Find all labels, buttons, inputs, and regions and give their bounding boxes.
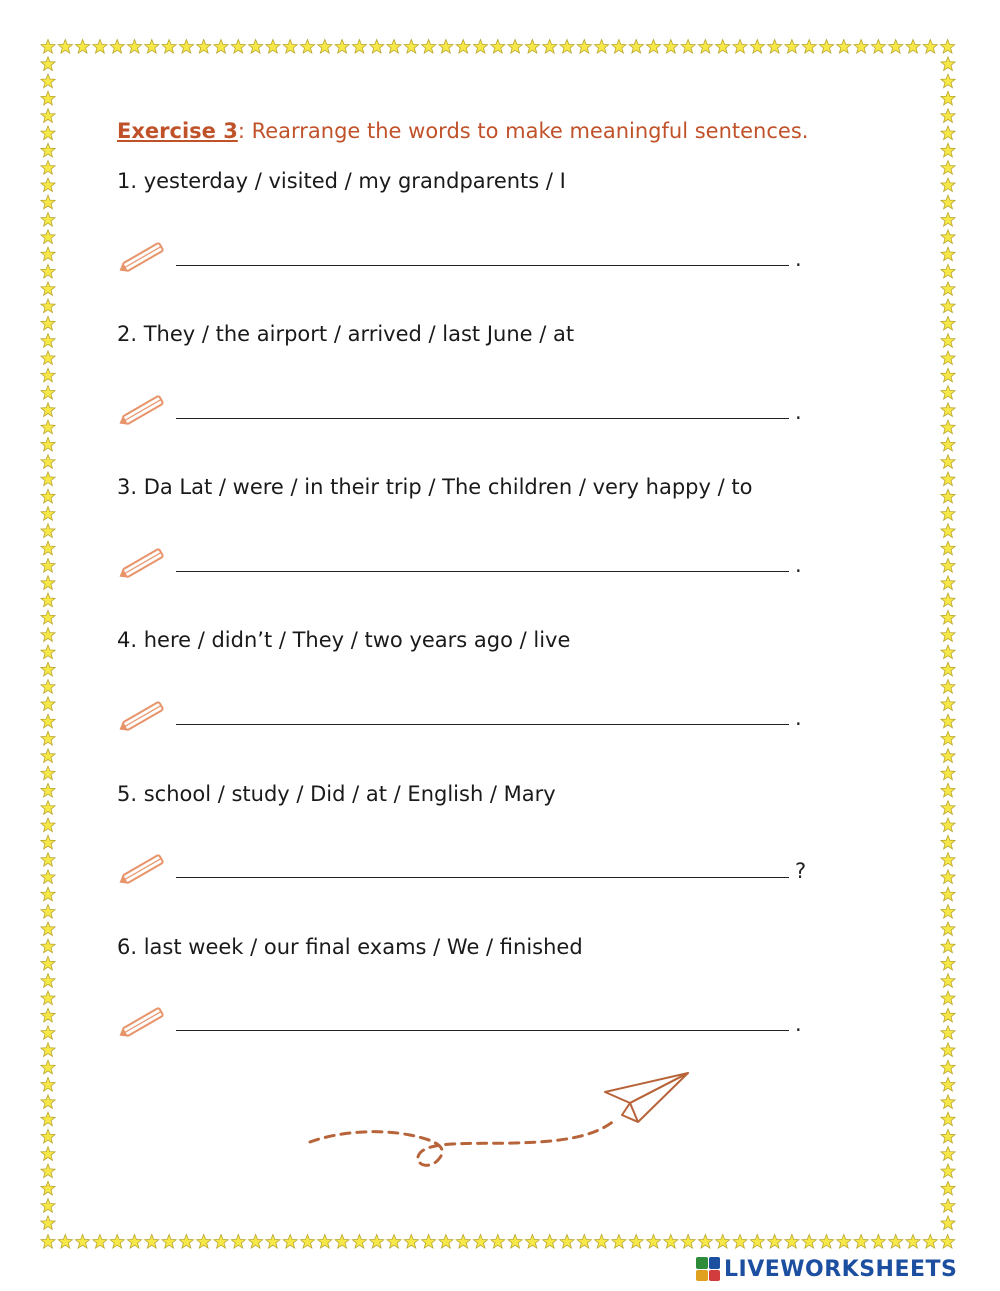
- star-icon: [41, 732, 55, 746]
- star-icon: [941, 437, 955, 451]
- star-icon: [127, 1235, 141, 1249]
- star-icon: [768, 1235, 782, 1249]
- pencil-icon: [116, 849, 172, 889]
- star-icon: [941, 887, 955, 901]
- star-icon: [941, 1199, 955, 1213]
- star-icon: [646, 40, 660, 54]
- star-icon: [41, 939, 55, 953]
- star-icon: [214, 40, 228, 54]
- star-icon: [41, 143, 55, 157]
- star-icon: [41, 645, 55, 659]
- star-icon: [491, 1235, 505, 1249]
- star-icon: [941, 213, 955, 227]
- star-icon: [41, 1216, 55, 1230]
- star-icon: [41, 1112, 55, 1126]
- star-icon: [941, 1078, 955, 1092]
- star-icon: [941, 316, 955, 330]
- star-icon: [819, 1235, 833, 1249]
- star-icon: [941, 576, 955, 590]
- star-icon: [41, 247, 55, 261]
- star-icon: [197, 1235, 211, 1249]
- star-icon: [335, 1235, 349, 1249]
- star-icon: [698, 40, 712, 54]
- star-icon: [404, 40, 418, 54]
- exercise-label: Exercise 3: [117, 119, 238, 143]
- star-icon: [681, 1235, 695, 1249]
- star-icon: [41, 870, 55, 884]
- star-icon: [941, 195, 955, 209]
- star-icon: [41, 680, 55, 694]
- star-icon: [871, 1235, 885, 1249]
- question-prompt: 5. school / study / Did / at / English / Mary: [117, 782, 556, 806]
- star-icon: [41, 507, 55, 521]
- star-icon: [923, 40, 937, 54]
- star-icon: [941, 1043, 955, 1057]
- star-icon: [76, 1235, 90, 1249]
- star-icon: [179, 40, 193, 54]
- star-icon: [41, 316, 55, 330]
- star-icon: [941, 853, 955, 867]
- star-icon: [906, 1235, 920, 1249]
- answer-line[interactable]: [176, 418, 789, 419]
- star-icon: [941, 403, 955, 417]
- star-icon: [145, 40, 159, 54]
- answer-row: [116, 1002, 816, 1042]
- star-icon: [941, 57, 955, 71]
- star-icon: [941, 282, 955, 296]
- question-prompt: 1. yesterday / visited / my grandparents / I: [117, 169, 566, 193]
- star-icon: [41, 455, 55, 469]
- star-icon: [41, 818, 55, 832]
- end-mark: .: [795, 247, 802, 271]
- paper-plane-icon: [300, 1065, 700, 1175]
- star-icon: [819, 40, 833, 54]
- star-icon: [941, 230, 955, 244]
- star-icon: [283, 40, 297, 54]
- star-icon: [941, 351, 955, 365]
- star-icon: [941, 524, 955, 538]
- star-icon: [941, 264, 955, 278]
- pencil-icon: [116, 696, 172, 736]
- star-icon: [41, 1129, 55, 1143]
- star-icon: [41, 213, 55, 227]
- star-icon: [595, 40, 609, 54]
- star-icon: [837, 1235, 851, 1249]
- star-icon: [854, 1235, 868, 1249]
- star-icon: [941, 645, 955, 659]
- star-icon: [941, 991, 955, 1005]
- answer-line[interactable]: [176, 877, 789, 878]
- star-icon: [941, 818, 955, 832]
- star-icon: [41, 1181, 55, 1195]
- star-icon: [41, 368, 55, 382]
- answer-row: [116, 849, 816, 889]
- star-icon: [941, 974, 955, 988]
- star-icon: [491, 40, 505, 54]
- star-icon: [318, 40, 332, 54]
- star-icon: [941, 680, 955, 694]
- star-icon: [41, 178, 55, 192]
- star-icon: [543, 1235, 557, 1249]
- answer-line[interactable]: [176, 571, 789, 572]
- star-icon: [941, 610, 955, 624]
- star-icon: [162, 1235, 176, 1249]
- star-icon: [646, 1235, 660, 1249]
- star-icon: [41, 299, 55, 313]
- star-icon: [41, 956, 55, 970]
- star-icon: [41, 541, 55, 555]
- star-icon: [41, 40, 55, 54]
- star-icon: [941, 507, 955, 521]
- star-icon: [93, 40, 107, 54]
- star-icon: [941, 1216, 955, 1230]
- star-icon: [941, 1095, 955, 1109]
- star-icon: [352, 40, 366, 54]
- answer-row: [116, 543, 816, 583]
- star-icon: [41, 264, 55, 278]
- star-icon: [41, 1235, 55, 1249]
- star-icon: [41, 801, 55, 815]
- star-icon: [923, 1235, 937, 1249]
- star-icon: [41, 922, 55, 936]
- star-icon: [439, 40, 453, 54]
- star-icon: [41, 1078, 55, 1092]
- star-icon: [768, 40, 782, 54]
- star-icon: [543, 40, 557, 54]
- star-icon: [941, 299, 955, 313]
- star-icon: [941, 109, 955, 123]
- star-icon: [41, 109, 55, 123]
- star-icon: [664, 40, 678, 54]
- star-icon: [612, 1235, 626, 1249]
- star-icon: [750, 1235, 764, 1249]
- liveworksheets-logo-icon: [696, 1257, 720, 1281]
- star-icon: [941, 559, 955, 573]
- star-icon: [41, 1043, 55, 1057]
- star-icon: [941, 697, 955, 711]
- pencil-icon: [116, 543, 172, 583]
- star-icon: [41, 403, 55, 417]
- answer-row: [116, 696, 816, 736]
- star-icon: [300, 1235, 314, 1249]
- star-icon: [179, 1235, 193, 1249]
- star-icon: [41, 351, 55, 365]
- star-icon: [750, 40, 764, 54]
- star-icon: [41, 437, 55, 451]
- star-icon: [941, 956, 955, 970]
- pencil-icon: [116, 237, 172, 277]
- star-icon: [941, 628, 955, 642]
- star-icon: [41, 628, 55, 642]
- star-icon: [41, 783, 55, 797]
- star-icon: [41, 57, 55, 71]
- star-icon: [41, 420, 55, 434]
- star-icon: [41, 576, 55, 590]
- star-icon: [335, 40, 349, 54]
- exercise-heading: [117, 119, 808, 143]
- star-icon: [941, 91, 955, 105]
- star-icon: [404, 1235, 418, 1249]
- star-icon: [664, 1235, 678, 1249]
- star-icon: [41, 1026, 55, 1040]
- star-icon: [58, 40, 72, 54]
- star-icon: [41, 472, 55, 486]
- star-icon: [629, 1235, 643, 1249]
- star-icon: [854, 40, 868, 54]
- star-icon: [300, 40, 314, 54]
- pencil-icon: [116, 1002, 172, 1042]
- star-icon: [941, 1008, 955, 1022]
- star-icon: [525, 40, 539, 54]
- end-mark: .: [795, 400, 802, 424]
- star-icon: [525, 1235, 539, 1249]
- liveworksheets-brand: LIVEWORKSHEETS: [724, 1256, 958, 1282]
- star-icon: [370, 40, 384, 54]
- star-icon: [266, 1235, 280, 1249]
- star-icon: [802, 1235, 816, 1249]
- star-icon: [560, 1235, 574, 1249]
- star-icon: [41, 74, 55, 88]
- question-prompt: 3. Da Lat / were / in their trip / The children / very happy / to: [117, 475, 753, 499]
- star-icon: [41, 334, 55, 348]
- star-icon: [41, 835, 55, 849]
- star-icon: [127, 40, 141, 54]
- star-icon: [941, 143, 955, 157]
- answer-row: [116, 237, 816, 277]
- star-icon: [941, 1129, 955, 1143]
- star-icon: [456, 40, 470, 54]
- star-icon: [941, 541, 955, 555]
- star-icon: [941, 472, 955, 486]
- star-icon: [41, 905, 55, 919]
- question-prompt: 2. They / the airport / arrived / last June / at: [117, 322, 575, 346]
- end-mark: ?: [795, 859, 807, 883]
- star-icon: [941, 40, 955, 54]
- star-icon: [941, 714, 955, 728]
- star-icon: [41, 610, 55, 624]
- star-icon: [76, 40, 90, 54]
- star-icon: [941, 835, 955, 849]
- star-icon: [716, 40, 730, 54]
- star-icon: [508, 1235, 522, 1249]
- star-icon: [681, 40, 695, 54]
- star-icon: [941, 732, 955, 746]
- star-icon: [889, 1235, 903, 1249]
- star-icon: [41, 1147, 55, 1161]
- star-icon: [941, 801, 955, 815]
- star-icon: [698, 1235, 712, 1249]
- star-icon: [318, 1235, 332, 1249]
- star-icon: [41, 593, 55, 607]
- star-icon: [941, 368, 955, 382]
- star-icon: [785, 1235, 799, 1249]
- star-icon: [41, 697, 55, 711]
- star-icon: [145, 1235, 159, 1249]
- star-icon: [58, 1235, 72, 1249]
- star-icon: [473, 1235, 487, 1249]
- star-icon: [41, 161, 55, 175]
- star-icon: [785, 40, 799, 54]
- liveworksheets-logo: [696, 1254, 996, 1284]
- star-icon: [352, 1235, 366, 1249]
- star-icon: [41, 1060, 55, 1074]
- star-icon: [941, 939, 955, 953]
- star-icon: [41, 230, 55, 244]
- star-icon: [41, 662, 55, 676]
- star-icon: [387, 40, 401, 54]
- end-mark: .: [795, 706, 802, 730]
- star-icon: [41, 489, 55, 503]
- star-icon: [422, 40, 436, 54]
- star-icon: [41, 386, 55, 400]
- star-icon: [941, 766, 955, 780]
- star-icon: [41, 853, 55, 867]
- star-icon: [41, 1199, 55, 1213]
- star-icon: [941, 905, 955, 919]
- star-icon: [110, 1235, 124, 1249]
- star-icon: [612, 40, 626, 54]
- star-icon: [941, 1112, 955, 1126]
- pencil-icon: [116, 390, 172, 430]
- star-icon: [456, 1235, 470, 1249]
- star-icon: [941, 489, 955, 503]
- star-icon: [941, 783, 955, 797]
- star-icon: [577, 1235, 591, 1249]
- star-icon: [249, 40, 263, 54]
- star-icon: [941, 593, 955, 607]
- end-mark: .: [795, 1012, 802, 1036]
- star-icon: [231, 40, 245, 54]
- star-icon: [941, 662, 955, 676]
- star-icon: [41, 282, 55, 296]
- star-icon: [941, 247, 955, 261]
- star-icon: [941, 178, 955, 192]
- star-icon: [941, 161, 955, 175]
- star-icon: [889, 40, 903, 54]
- star-icon: [716, 1235, 730, 1249]
- star-icon: [41, 559, 55, 573]
- star-icon: [508, 40, 522, 54]
- star-icon: [439, 1235, 453, 1249]
- star-icon: [941, 74, 955, 88]
- star-icon: [629, 40, 643, 54]
- star-icon: [41, 91, 55, 105]
- star-icon: [941, 126, 955, 140]
- star-icon: [41, 524, 55, 538]
- star-icon: [941, 922, 955, 936]
- star-icon: [110, 40, 124, 54]
- star-icon: [802, 40, 816, 54]
- star-icon: [837, 40, 851, 54]
- star-icon: [41, 1164, 55, 1178]
- star-icon: [733, 1235, 747, 1249]
- star-icon: [941, 334, 955, 348]
- star-icon: [387, 1235, 401, 1249]
- star-icon: [941, 1060, 955, 1074]
- answer-line[interactable]: [176, 724, 789, 725]
- star-icon: [733, 40, 747, 54]
- star-icon: [41, 714, 55, 728]
- star-icon: [214, 1235, 228, 1249]
- exercise-separator: :: [237, 119, 245, 143]
- star-icon: [941, 1235, 955, 1249]
- question-prompt: 4. here / didn’t / They / two years ago / live: [117, 628, 571, 652]
- star-icon: [941, 1181, 955, 1195]
- answer-line[interactable]: [176, 265, 789, 266]
- star-icon: [370, 1235, 384, 1249]
- star-icon: [941, 749, 955, 763]
- star-icon: [162, 40, 176, 54]
- star-icon: [941, 1147, 955, 1161]
- star-icon: [249, 1235, 263, 1249]
- star-icon: [941, 455, 955, 469]
- star-icon: [595, 1235, 609, 1249]
- star-icon: [941, 420, 955, 434]
- star-icon: [197, 40, 211, 54]
- star-icon: [422, 1235, 436, 1249]
- exercise-instruction: Rearrange the words to make meaningful sentences.: [251, 119, 809, 143]
- question-prompt: 6. last week / our final exams / We / finished: [117, 935, 583, 959]
- star-icon: [871, 40, 885, 54]
- star-icon: [941, 870, 955, 884]
- star-icon: [41, 766, 55, 780]
- star-icon: [41, 195, 55, 209]
- star-icon: [41, 749, 55, 763]
- star-icon: [577, 40, 591, 54]
- answer-line[interactable]: [176, 1030, 789, 1031]
- star-icon: [41, 1095, 55, 1109]
- star-icon: [283, 1235, 297, 1249]
- star-icon: [93, 1235, 107, 1249]
- star-icon: [906, 40, 920, 54]
- star-icon: [941, 1164, 955, 1178]
- star-icon: [941, 1026, 955, 1040]
- star-icon: [41, 991, 55, 1005]
- star-icon: [41, 1008, 55, 1022]
- star-icon: [560, 40, 574, 54]
- star-icon: [231, 1235, 245, 1249]
- star-icon: [941, 386, 955, 400]
- star-icon: [41, 974, 55, 988]
- answer-row: [116, 390, 816, 430]
- star-icon: [266, 40, 280, 54]
- star-icon: [473, 40, 487, 54]
- end-mark: .: [795, 553, 802, 577]
- star-icon: [41, 887, 55, 901]
- star-icon: [41, 126, 55, 140]
